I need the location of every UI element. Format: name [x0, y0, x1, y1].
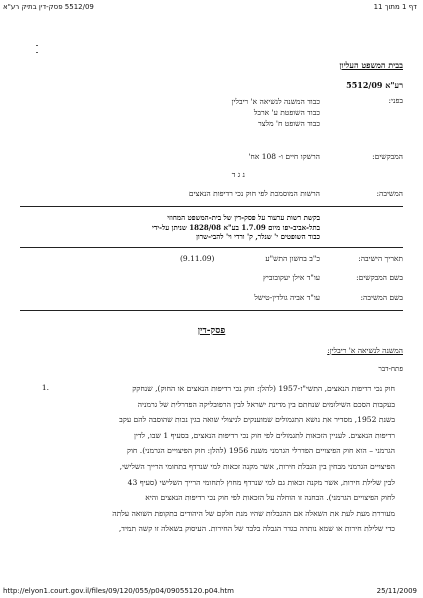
appellant-name: הרשקו חיים ו- 108 אח' — [248, 152, 320, 161]
body-line: רדיפות הנאצים. לעניין הזכאות לתגמולים לפי חוק נכי רדיפות הנאצים, בסעיף 1 שבו, לדין — [133, 430, 395, 440]
respondent-name: הרשות המוסמכת לפי חוק נכי רדיפות הנאצים — [188, 189, 320, 198]
scan-mark — [36, 45, 38, 46]
counsel-appellants-name: עו"ד אילן יעקובוביץ — [262, 273, 320, 282]
opinion-heading: המשנה לנשיאה א' ריבלין: — [327, 346, 403, 355]
appeal-request — [152, 213, 320, 242]
preamble-heading: פתח-דבר — [378, 365, 403, 373]
hearing-hebrew-date: כ"ב בחשון התש"ע — [265, 254, 320, 263]
judges-list — [232, 96, 320, 129]
print-footer-date: 25/11/2009 — [376, 587, 417, 595]
body-line: בשנת 1952, מסדיר את נושא התגמולים שמוענקים לניצולי שואה בגין נכות שהוסבה להם עקב — [119, 415, 395, 425]
appeal-request-line: בקשת רשות ערעור על פסק-דין של בית-המשפט המחוזי — [167, 213, 320, 222]
appeal-request-line: כבוד השופטים י' שנלר, ק' ורדי וי' להבי-שרון — [196, 232, 320, 241]
appellant-label: המבקשים: — [372, 152, 403, 161]
print-footer-url: http://elyon1.court.gov.il/files/09/120/055/p04/09055120.p04.htm — [3, 587, 234, 595]
counsel-appellants-label: בשם המבקשים: — [356, 273, 403, 282]
judgment-title: פסק-דין — [197, 326, 226, 336]
hearing-label: תאריך הישיבה: — [358, 254, 403, 263]
print-header-page: דף 1 מתוך 11 — [373, 3, 417, 11]
body-line: מעוררת מעת לעת את השאלה אם ההגבלות שהיו מנת חלקם של היהודים בתקופת השואה עלתה — [112, 508, 395, 518]
body-paragraph — [20, 381, 395, 537]
body-line: חוק נכי רדיפות הנאצים, התשי"ז-1957 (להלן: חוק נכי רדיפות הנאצים או החוק), שנחקק — [132, 384, 395, 393]
body-line: הגרמני – הוא חוק הפיצויים הפדרלי הגרמני משנת 1956 (להלן: חוק הפיצויים הגרמני). חוק — [126, 446, 395, 456]
panel-label: בפני: — [388, 96, 403, 105]
body-line: לחוק הפיצויים הגרמני). הבחנה זו הוחלה על הזכאות לפי חוק נכי רדיפות הנאצים והיא — [145, 493, 395, 503]
judge-name: כבוד המשנה לנשיאה א' ריבלין — [231, 97, 320, 106]
case-number: רע"א 5512/09 — [346, 80, 403, 90]
respondent-label: המשיבה: — [376, 189, 403, 198]
section-divider — [20, 206, 403, 207]
body-line: כדי שלילת חירות או שמא נותרה בגדר הגבלה בלבד של החירות. העיסוק בשאלה זו קשה תמיד, — [118, 524, 395, 534]
counsel-respondent-label: בשם המשיבה: — [360, 293, 403, 302]
section-divider — [20, 247, 403, 248]
judge-name: כבוד השופט ח' מלצר — [257, 119, 320, 128]
versus: נ ג ד — [231, 170, 245, 179]
print-header-title: 5512/09 פסק-דין בתיק רע"א — [3, 3, 94, 11]
counsel-respondent-name: עו"ד אביה גולדין-טישל — [254, 293, 320, 302]
scan-mark — [36, 52, 38, 53]
paragraph-number: 1. — [41, 383, 49, 392]
judge-name: כבוד השופטת ע' ארבל — [253, 108, 320, 117]
body-line: לבין שלילת חירות, אשר מקנה זכאות גם למי שנרדף מחוץ לתחומי הרייך השלישי (סעיף 43 — [127, 477, 395, 487]
section-divider — [20, 310, 403, 311]
appeal-request-line: בתל-אביב-יפו מיום 1.7.09 בע"א 1828/08 שניתן על-ידי — [152, 222, 320, 232]
hearing-date: (9.11.09) — [180, 254, 215, 263]
body-line: הפיצויים הגרמני מבחין בין הגבלת חירות, אשר מקנה זכאות למי שנרדף בתחומי הרייך השלישי, — [119, 461, 395, 471]
body-line: בעקבות הסכם השילומים שנחתם בין מדינת ישראל לבין הרפובליקה הפדרלית של גרמניה — [137, 399, 395, 409]
court-title: בבית המשפט העליון — [339, 60, 403, 70]
